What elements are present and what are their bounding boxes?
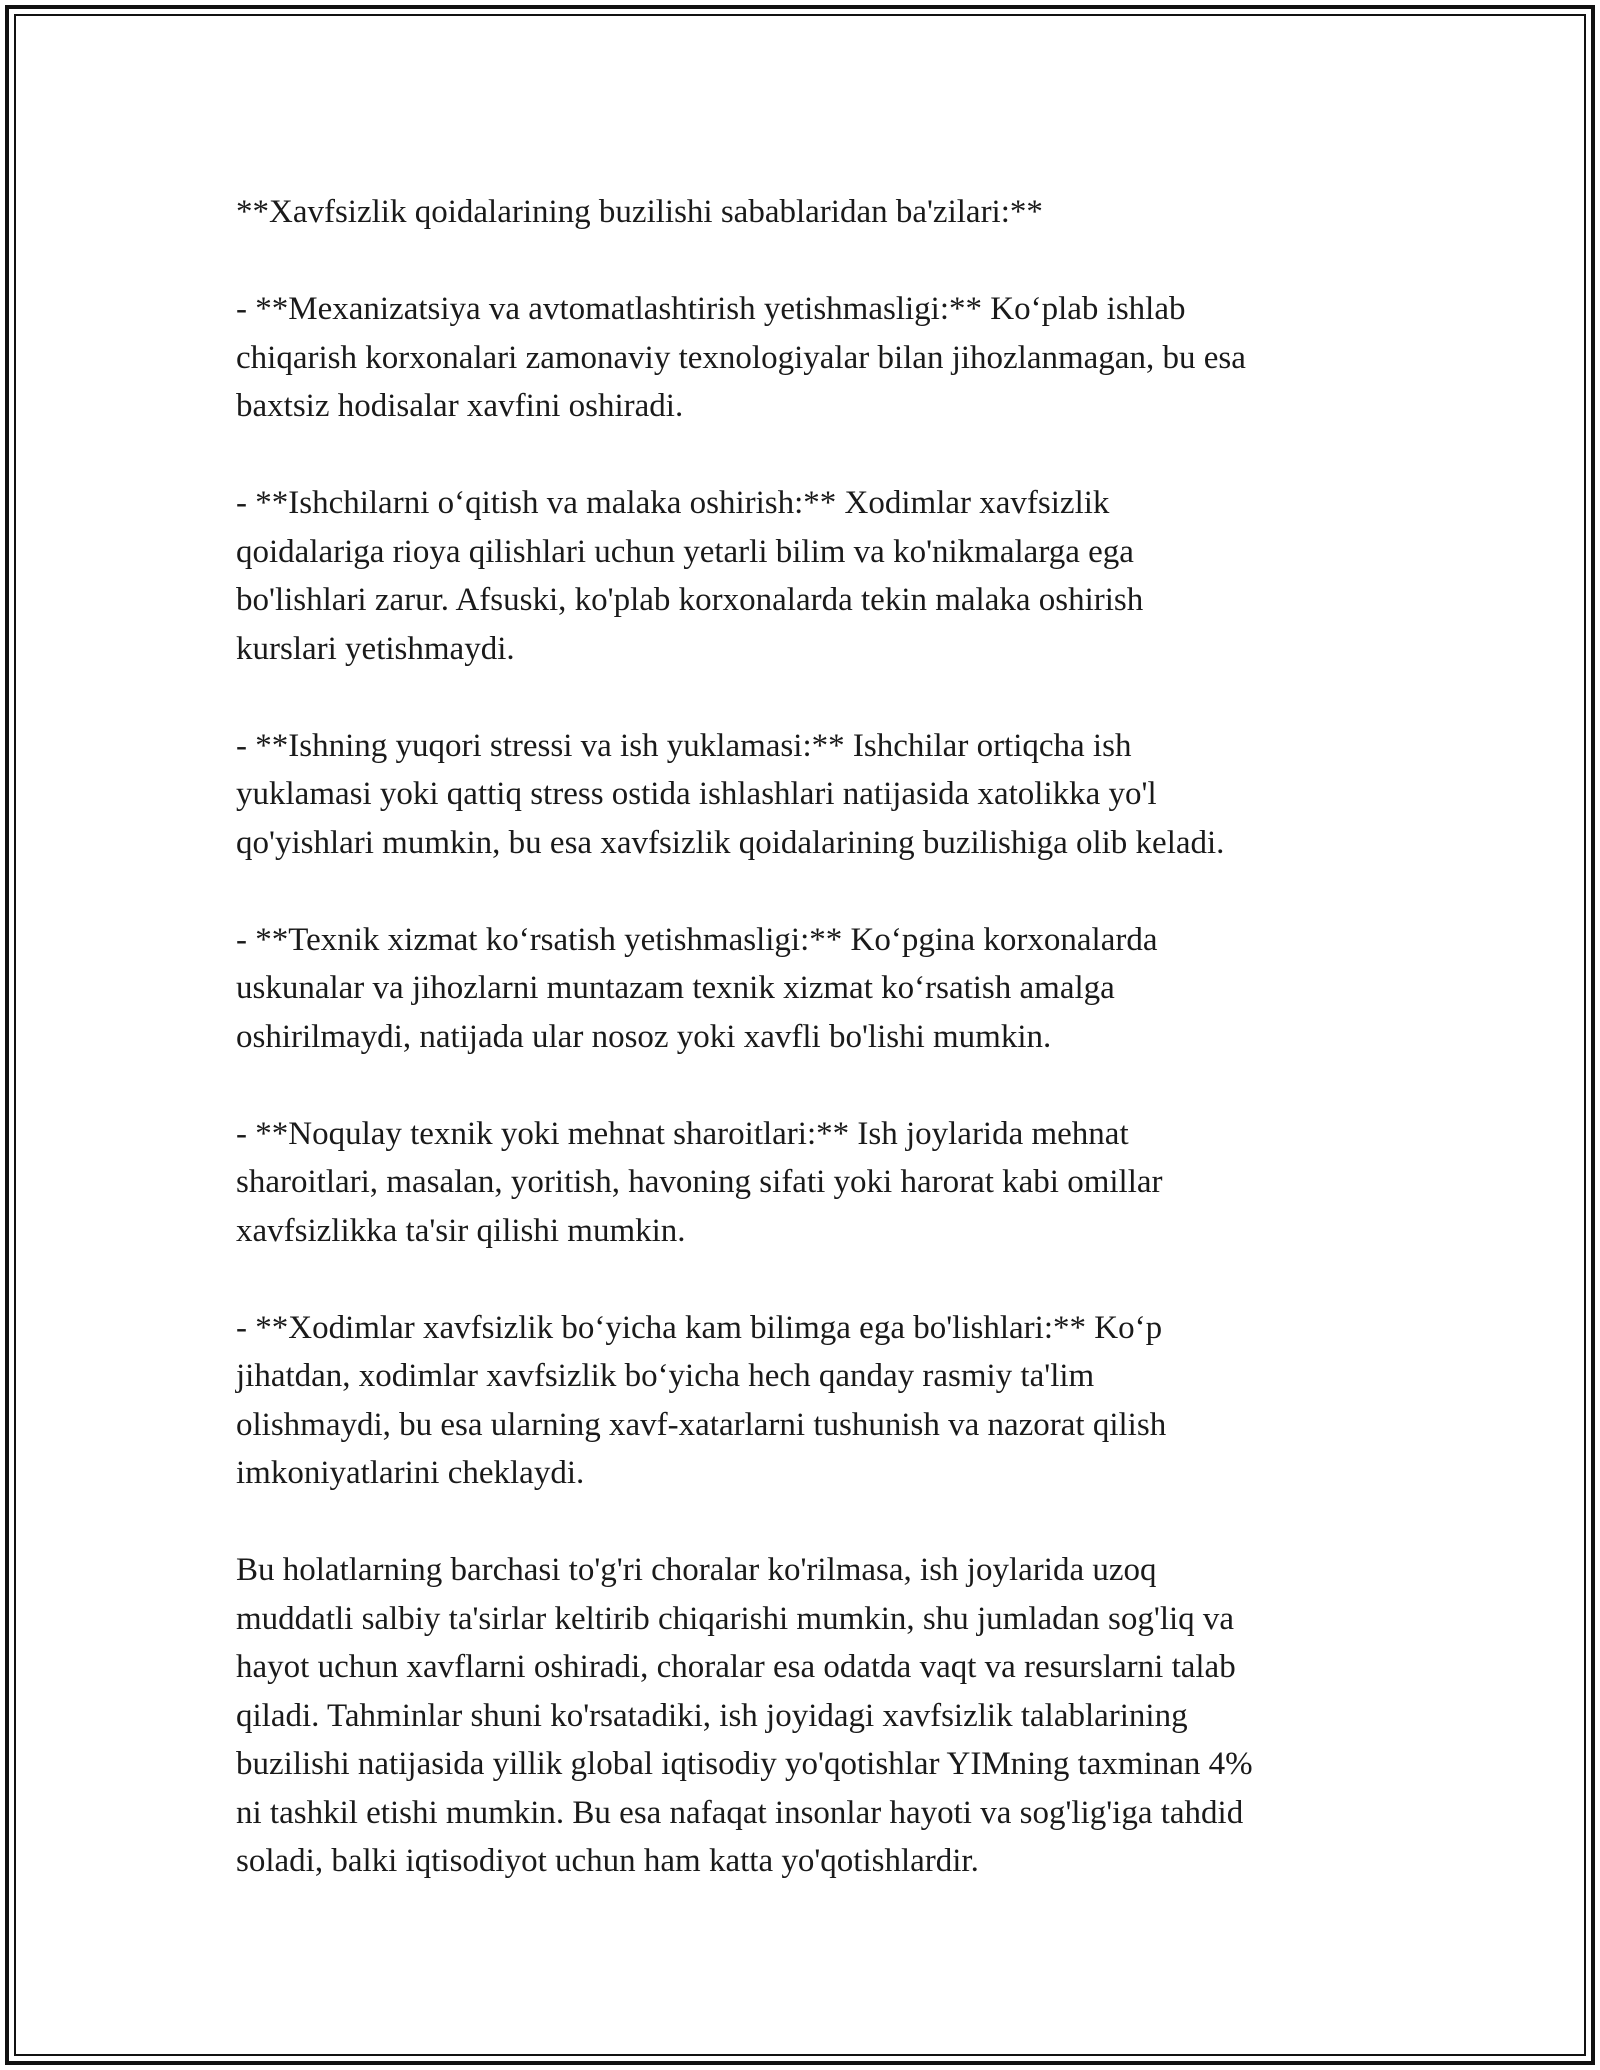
conclusion-paragraph: Bu holatlarning barchasi to'g'ri choralar ko'rilmasa, ish joylarida uzoq muddatli salbiy ta'sirlar keltirib chiqarishi mumkin, shu jumladan sog'liq va hayot uchun xavflarni oshiradi, choralar esa odatda vaqt va resurslarni talab qiladi. Tahminlar shuni ko'rsatadiki, ish joyidagi xavfsizlik talablarining buzilishi natijasida yillik global iqtisodiy yo'qotishlar YIMning taxminan 4% ni tashkil etishi mumkin. Bu esa nafaqat insonlar hayoti va sog'lig'iga tahdid soladi, balki iqtisodiyot uchun ham katta yo'qotishlardir.	[236, 1552, 1253, 1879]
list-item-stress-workload: - **Ishning yuqori stressi va ish yuklamasi:** Ishchilar ortiqcha ish yuklamasi yoki qattiq stress ostida ishlashlari natijasida xatolikka yo'l qo'yishlari mumkin, bu esa xavfsizlik qoidalarining buzilishiga olib keladi.	[236, 727, 1225, 861]
document-heading: **Xavfsizlik qoidalarining buzilishi sabablaridan ba'zilari:**	[236, 194, 1043, 230]
list-item-mechanization: - **Mexanizatsiya va avtomatlashtirish yetishmasligi:** Ko‘plab ishlab chiqarish korxonalari zamonaviy texnologiyalar bilan jihozlanmagan, bu esa baxtsiz hodisalar xavfini oshiradi.	[236, 291, 1246, 424]
list-item-training: - **Ishchilarni o‘qitish va malaka oshirish:** Xodimlar xavfsizlik qoidalariga rioya qilishlari uchun yetarli bilim va ko'nikmalarga ega bo'lishlari zarur. Afsuski, ko'plab korxonalarda tekin malaka oshirish kurslari yetishmaydi.	[236, 485, 1144, 667]
list-item-working-conditions: - **Noqulay texnik yoki mehnat sharoitlari:** Ish joylarida mehnat sharoitlari, masalan, yoritish, havoning sifati yoki harorat kabi omillar xavfsizlikka ta'sir qilishi mumkin.	[236, 1115, 1163, 1249]
document-body	[236, 188, 1386, 1886]
list-item-employee-knowledge: - **Xodimlar xavfsizlik bo‘yicha kam bilimga ega bo'lishlari:** Ko‘p jihatdan, xodimlar xavfsizlik bo‘yicha hech qanday rasmiy ta'lim olishmaydi, bu esa ularning xavf-xatarlarni tushunish va nazorat qilish imkoniyatlarini cheklaydi.	[236, 1309, 1167, 1491]
list-item-maintenance: - **Texnik xizmat ko‘rsatish yetishmasligi:** Ko‘pgina korxonalarda uskunalar va jihozlarni muntazam texnik xizmat ko‘rsatish amalga oshirilmaydi, natijada ular nosoz yoki xavfli bo'lishi mumkin.	[236, 921, 1158, 1055]
